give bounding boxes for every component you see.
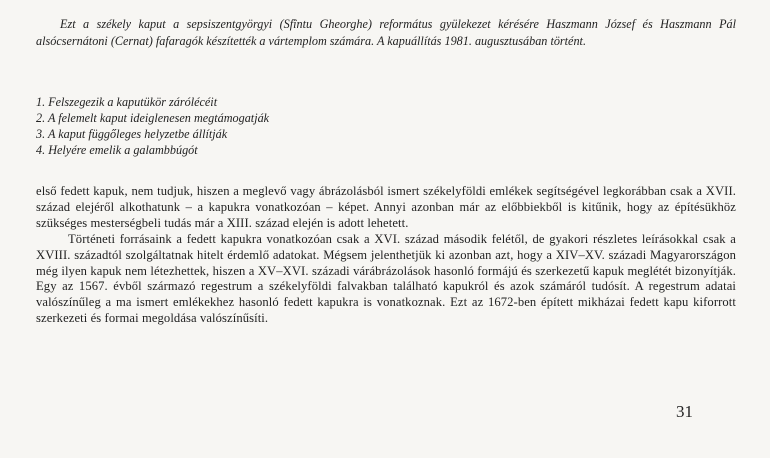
- step-item: 3. A kaput függőleges helyzetbe állítják: [36, 127, 228, 141]
- body-paragraph: első fedett kapuk, nem tudjuk, hiszen a meglevő vagy ábrázolásból ismert székelyföldi emlékek segítségével legkorábban csak a XVII. század elejéről alkothatunk – a kapukra vonatkozóan – képet. Annyi azonban már az előbbiekből is kitűnik, hogy az építésükhöz szükséges mesterségbeli tudás már a XIII. század elején is adott lehetett.: [36, 184, 736, 230]
- step-item: 2. A felemelt kaput ideiglenesen megtámogatják: [36, 111, 270, 125]
- step-item: 1. Felszegezik a kaputükör zárólécéit: [36, 95, 218, 109]
- body-paragraph: Történeti forrásaink a fedett kapukra vonatkozóan csak a XVI. század második felétől, de gyakori részletes leírásokkal csak a XVIII. századtól szolgáltatnak hitelt érdemlő adatokat. Mégsem jelenthetjük ki azonban azt, hogy a XIV–XV. századi Magyarországon még ilyen kapuk nem létezhettek, hiszen a XV–XVI. századi várábrázolások hasonló formájú és szerkezetű kapuk meglétét bizonyítják. Egy az 1567. évből származó regestrum a székelyföldi falvakban található kapukról és azok számáról tudósít. A regestrum adatai valószínűleg a ma ismert emlékekhez hasonló fedett kapukra is vonatkoznak. Ezt az 1672-ben épített mikházai fedett kapu kiforrott szerkezeti és formai megoldása valószínűsíti.: [36, 231, 736, 326]
- main-text: [36, 184, 736, 327]
- page-number: 31: [676, 402, 693, 421]
- figure-caption: Ezt a székely kaput a sepsiszentgyörgyi (Sfîntu Gheorghe) református gyülekezet kérésére Haszmann József és Haszmann Pál alsócsernátoni (Cernat) fafaragók készítették a vártemplom számára. A kapuállítás 1981. augusztusában történt.: [36, 17, 736, 48]
- assembly-steps-list: [36, 94, 269, 158]
- step-item: 4. Helyére emelik a galambbúgót: [36, 143, 198, 157]
